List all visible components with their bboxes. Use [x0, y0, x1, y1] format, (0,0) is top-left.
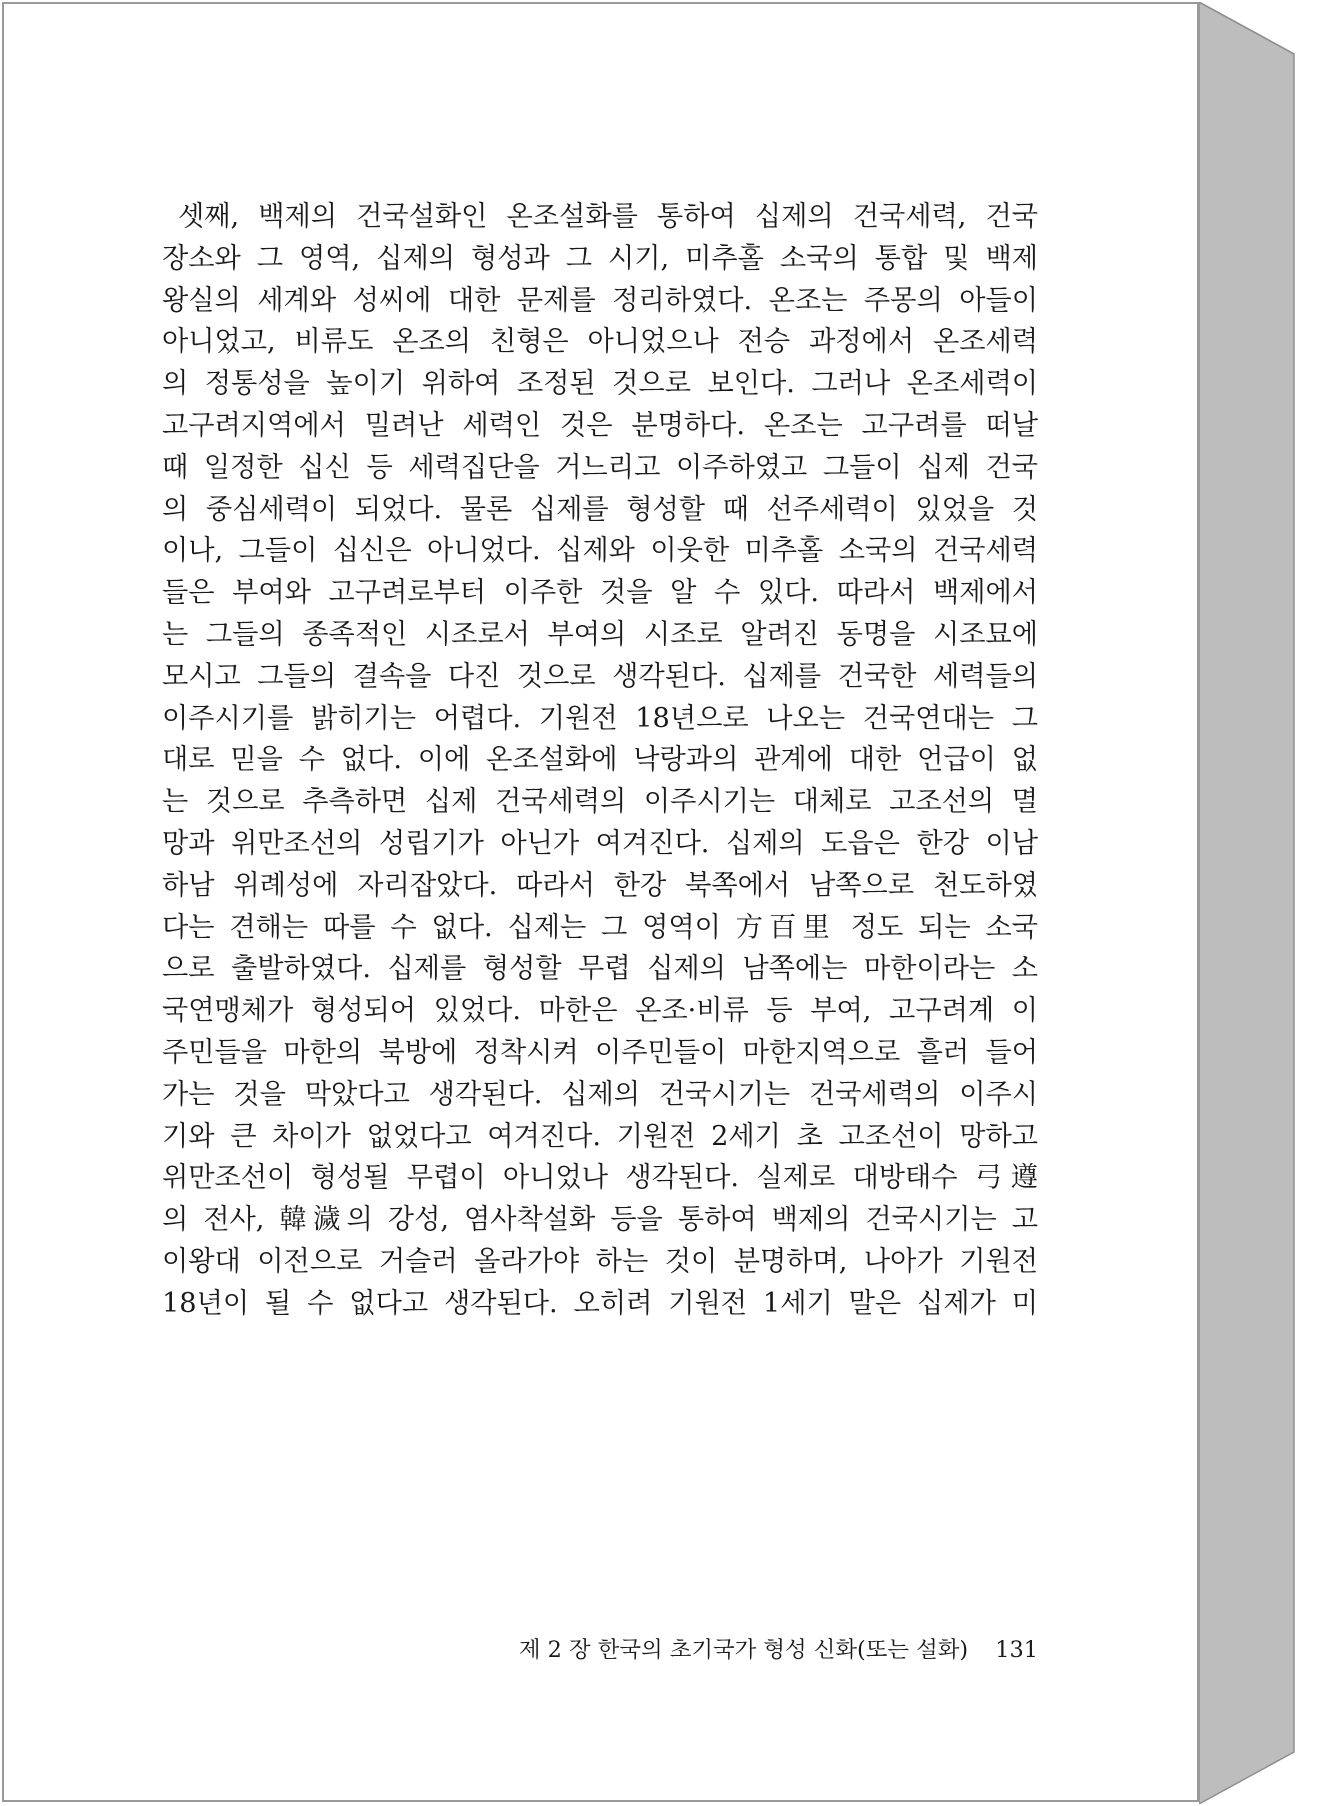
text-line: 장소와 그 영역, 십제의 형성과 그 시기, 미추홀 소국의 통합 및 백제 [162, 242, 1038, 274]
text-line: 는 그들의 종족적인 시조로서 부여의 시조로 알려진 동명을 시조묘에 [162, 618, 1038, 650]
text-line: 대로 믿을 수 없다. 이에 온조설화에 낙랑과의 관계에 대한 언급이 없 [162, 744, 1038, 776]
body-text [162, 196, 1038, 1325]
text-line: 의 중심세력이 되었다. 물론 십제를 형성할 때 선주세력이 있었을 것 [162, 493, 1038, 525]
text-line: 기와 큰 차이가 없었다고 여겨진다. 기원전 2세기 초 고조선이 망하고 [162, 1120, 1038, 1152]
text-line: 이왕대 이전으로 거슬러 올라가야 하는 것이 분명하며, 나아가 기원전 [162, 1245, 1038, 1277]
text-line: 때 일정한 십신 등 세력집단을 거느리고 이주하였고 그들이 십제 건국 [162, 451, 1038, 483]
text-line: 가는 것을 막았다고 생각된다. 십제의 건국시기는 건국세력의 이주시 [162, 1078, 1038, 1110]
text-line: 셋째, 백제의 건국설화인 온조설화를 통하여 십제의 건국세력, 건국 [178, 201, 1038, 232]
text-line: 다는 견해는 따를 수 없다. 십제는 그 영역이 方百里 정도 되는 소국 [162, 911, 1038, 943]
text-line: 이나, 그들이 십신은 아니었다. 십제와 이웃한 미추홀 소국의 건국세력 [162, 535, 1038, 567]
text-line: 위만조선이 형성될 무렵이 아니었나 생각된다. 실제로 대방태수 弓遵 [162, 1162, 1038, 1194]
text-line: 이주시기를 밝히기는 어렵다. 기원전 18년으로 나오는 건국연대는 그 [162, 702, 1038, 734]
running-footer [510, 1632, 1038, 1672]
text-line: 아니었고, 비류도 온조의 친형은 아니었으나 전승 과정에서 온조세력 [162, 326, 1038, 358]
text-line: 망과 위만조선의 성립기가 아닌가 여겨진다. 십제의 도읍은 한강 이남 [162, 827, 1038, 859]
text-line: 의 전사, 韓濊의 강성, 염사착설화 등을 통하여 백제의 건국시기는 고 [162, 1204, 1038, 1236]
text-line: 하남 위례성에 자리잡았다. 따라서 한강 북쪽에서 남쪽으로 천도하였 [162, 869, 1038, 901]
text-line: 의 정통성을 높이기 위하여 조정된 것으로 보인다. 그러나 온조세력이 [162, 368, 1038, 400]
text-line: 는 것으로 추측하면 십제 건국세력의 이주시기는 대체로 고조선의 멸 [162, 786, 1038, 818]
book-side-shape [1199, 2, 1319, 1804]
text-line: 왕실의 세계와 성씨에 대한 문제를 정리하였다. 온조는 주몽의 아들이 [162, 284, 1038, 316]
text-line: 국연맹체가 형성되어 있었다. 마한은 온조·비류 등 부여, 고구려계 이 [162, 995, 1038, 1027]
page-number: 131 [995, 1637, 1038, 1663]
text-line: 18년이 될 수 없다고 생각된다. 오히려 기원전 1세기 말은 십제가 미 [162, 1287, 1038, 1319]
chapter-title: 제 2 장 한국의 초기국가 형성 신화(또는 설화) [518, 1637, 969, 1663]
text-line: 들은 부여와 고구려로부터 이주한 것을 알 수 있다. 따라서 백제에서 [162, 577, 1038, 609]
text-line: 으로 출발하였다. 십제를 형성할 무렵 십제의 남쪽에는 마한이라는 소 [162, 953, 1038, 985]
book-page [2, 2, 1199, 1802]
text-line: 주민들을 마한의 북방에 정착시켜 이주민들이 마한지역으로 흘러 들어 [162, 1036, 1038, 1068]
text-line: 고구려지역에서 밀려난 세력인 것은 분명하다. 온조는 고구려를 떠날 [162, 409, 1038, 441]
text-line: 모시고 그들의 결속을 다진 것으로 생각된다. 십제를 건국한 세력들의 [162, 660, 1038, 692]
book-side-face [1199, 2, 1319, 1804]
